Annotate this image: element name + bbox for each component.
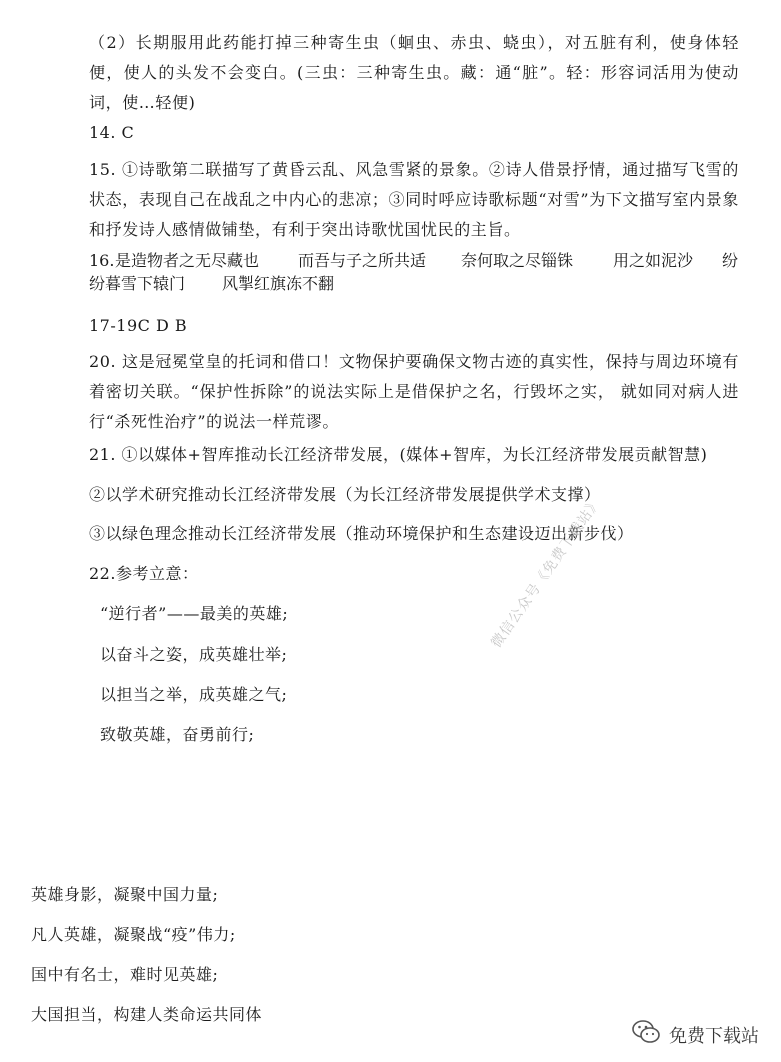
answer-16-item: 是造物者之无尽藏也 — [115, 251, 260, 270]
answer-16-item: 而吾与子之所共适 — [298, 251, 427, 270]
answer-22-item: 致敬英雄，奋勇前行; — [100, 725, 255, 744]
extra-item: 国中有名士，难时见英雄; — [31, 965, 219, 984]
answer-17-19: 17-19C D B — [89, 316, 188, 335]
answer-16-item: 纷 — [722, 251, 739, 270]
answer-15: 15. ①诗歌第二联描写了黄昏云乱、风急雪紧的景象。②诗人借景抒情，通过描写飞雪的状态，表现自己在战乱之中内心的悲凉；③同时呼应诗歌标题“对雪”为下文描写室内景象和抒发诗人感情做铺垫，有利于突出诗歌忧国忧民的主旨。 — [89, 160, 739, 239]
extra-item: 英雄身影，凝聚中国力量; — [31, 885, 219, 904]
answer-16-line1 — [89, 250, 749, 272]
brand-footer — [631, 1019, 759, 1050]
answer-16-item: 风掣红旗冻不翻 — [222, 274, 335, 293]
answer-21-2: ②以学术研究推动长江经济带发展（为长江经济带发展提供学术支撑） — [89, 485, 601, 504]
answer-16-item: 纷暮雪下辕门 — [89, 274, 186, 293]
brand-label: 免费下载站 — [669, 1025, 759, 1047]
answer-21-3: ③以绿色理念推动长江经济带发展（推动环境保护和生态建设迈出新步伐） — [89, 524, 634, 543]
answer-14: 14. C — [89, 123, 135, 142]
answer-16-line2 — [89, 273, 749, 295]
extra-item: 凡人英雄，凝聚战“疫”伟力; — [31, 925, 236, 944]
answer-20: 20. 这是冠冕堂皇的托词和借口！文物保护要确保文物古迹的真实性，保持与周边环境有着密切关联。“保护性拆除”的说法实际上是借保护之名，行毁坏之实， 就如同对病人进行“杀死性治疗”的说法一样荒谬。 — [89, 352, 739, 431]
answer-16-label: 16. — [89, 251, 115, 270]
answer-22-title: 22.参考立意： — [89, 564, 199, 583]
answer-16-item: 奈何取之尽锱铢 — [461, 251, 574, 270]
answer-21-1: 21. ①以媒体+智库推动长江经济带发展，(媒体+智库，为长江经济带发展贡献智慧) — [89, 445, 708, 464]
answer-16-item: 用之如泥沙 — [613, 251, 694, 270]
watermark-text: 微信公众号《免费下载站》 — [488, 494, 605, 651]
extra-item: 大国担当，构建人类命运共同体 — [31, 1005, 263, 1024]
answer-2: （2）长期服用此药能打掉三种寄生虫（蛔虫、赤虫、蛲虫），对五脏有利，使身体轻便，使人的头发不会变白。(三虫：三种寄生虫。藏：通“脏”。轻：形容词活用为使动词，使…轻便) — [89, 33, 739, 112]
answer-22-item: 以奋斗之姿，成英雄壮举; — [100, 645, 288, 664]
answer-22-item: 以担当之举，成英雄之气; — [100, 685, 288, 704]
answer-22-item: “逆行者”——最美的英雄; — [100, 604, 289, 623]
wechat-icon — [631, 1019, 661, 1050]
